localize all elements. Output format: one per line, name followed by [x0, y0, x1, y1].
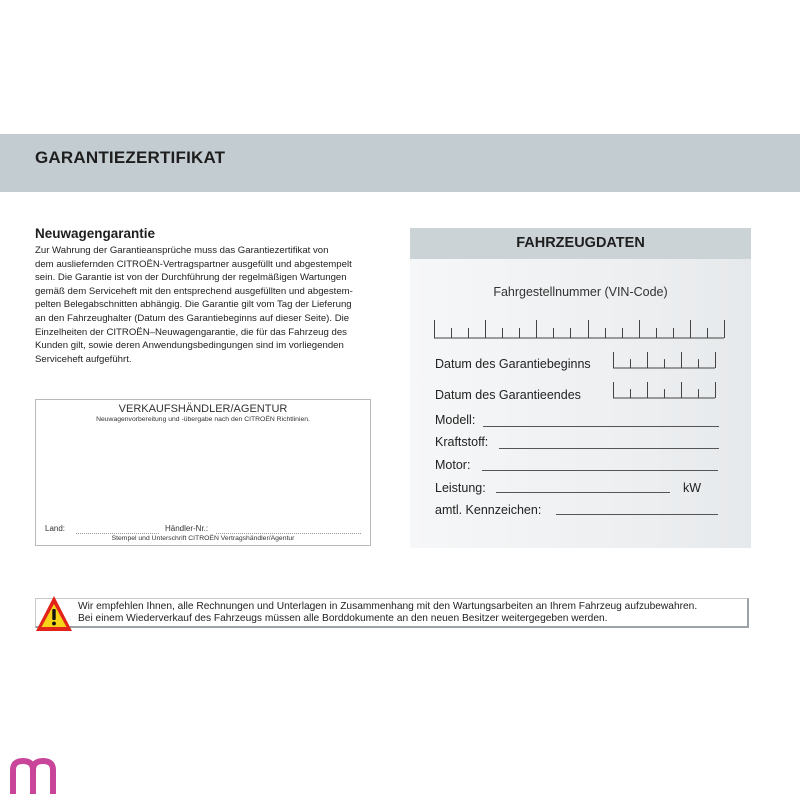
notice-line-2: Bei einem Wiederverkauf des Fahrzeugs müssen alle Borddokumente an den neuen Besitzer weitergegeben werden. — [78, 613, 608, 625]
plate-label: amtl. Kennzeichen: — [435, 503, 542, 517]
vin-label: Fahrgestellnummer (VIN-Code) — [493, 285, 668, 299]
body-line: sein. Die Garantie ist von der Durchführung der regelmäßigen Wartungen — [35, 272, 347, 284]
section-heading: Neuwagengarantie — [35, 226, 156, 241]
plate-field[interactable] — [556, 514, 718, 515]
warranty-start-boxes[interactable] — [613, 351, 717, 369]
land-label: Land: — [45, 524, 66, 533]
fuel-field[interactable] — [499, 448, 719, 449]
model-field[interactable] — [483, 426, 719, 427]
fuel-label: Kraftstoff: — [435, 435, 489, 449]
body-line: Serviceheft aufgeführt. — [35, 353, 132, 365]
notice-text — [78, 601, 697, 626]
model-label: Modell: — [435, 413, 476, 427]
haendler-label: Händler-Nr.: — [165, 524, 209, 533]
warranty-end-boxes[interactable] — [613, 381, 717, 399]
dealer-title: VERKAUFSHÄNDLER/AGENTUR — [118, 403, 288, 415]
body-line: an den Fahrzeughalter (Datum des Garantiebeginns auf dieser Seite). Die — [35, 312, 350, 324]
engine-label: Motor: — [435, 458, 471, 472]
engine-field[interactable] — [482, 470, 718, 471]
vehicle-panel-title: FAHRZEUGDATEN — [516, 235, 645, 251]
body-line: Kunden gilt, sowie deren Anwendungsbedingungen sind im vorliegenden — [35, 340, 344, 352]
brand-logo-m-icon — [8, 756, 62, 796]
dealer-stamp-box — [35, 399, 371, 546]
power-label: Leistung: — [435, 481, 486, 495]
warranty-end-label: Datum des Garantieendes — [435, 388, 581, 402]
body-line: Zur Wahrung der Garantieansprüche muss das Garantiezertifikat von — [35, 245, 329, 256]
body-line: gemäß dem Serviceheft mit den entsprechend ausgefüllten und abgestem- — [35, 285, 353, 297]
warranty-body-text — [35, 244, 373, 366]
warning-triangle-icon — [34, 594, 74, 634]
body-line: pelten Belegabschnitten abhängig. Die Garantie gilt vom Tag der Lieferung — [35, 299, 352, 311]
dealer-subtitle: Neuwagenvorbereitung und -übergabe nach den CITROËN Richtlinien. — [96, 416, 310, 423]
haendler-field[interactable] — [216, 533, 361, 534]
power-unit: kW — [683, 481, 702, 495]
stamp-caption: Stempel und Unterschrift CITROËN Vertragshändler/Agentur — [111, 535, 295, 542]
warranty-start-label: Datum des Garantiebeginns — [435, 357, 591, 371]
vehicle-data-panel — [410, 228, 751, 548]
notice-line-1: Wir empfehlen Ihnen, alle Rechnungen und Unterlagen in Zusammenhang mit den Wartungsarbeiten an Ihrem Fahrzeug aufzubewahren. — [78, 601, 698, 612]
page-title: GARANTIEZERTIFIKAT — [35, 148, 226, 167]
body-line: dem ausliefernden CITROËN-Vertragspartner ausgefüllt und abgestempelt — [35, 258, 352, 270]
power-field[interactable] — [496, 492, 670, 493]
land-field[interactable] — [76, 533, 159, 534]
body-line: Einzelheiten der CITROËN–Neuwagengarantie, die für das Fahrzeug des — [35, 326, 347, 338]
vin-entry-boxes[interactable] — [434, 319, 726, 339]
